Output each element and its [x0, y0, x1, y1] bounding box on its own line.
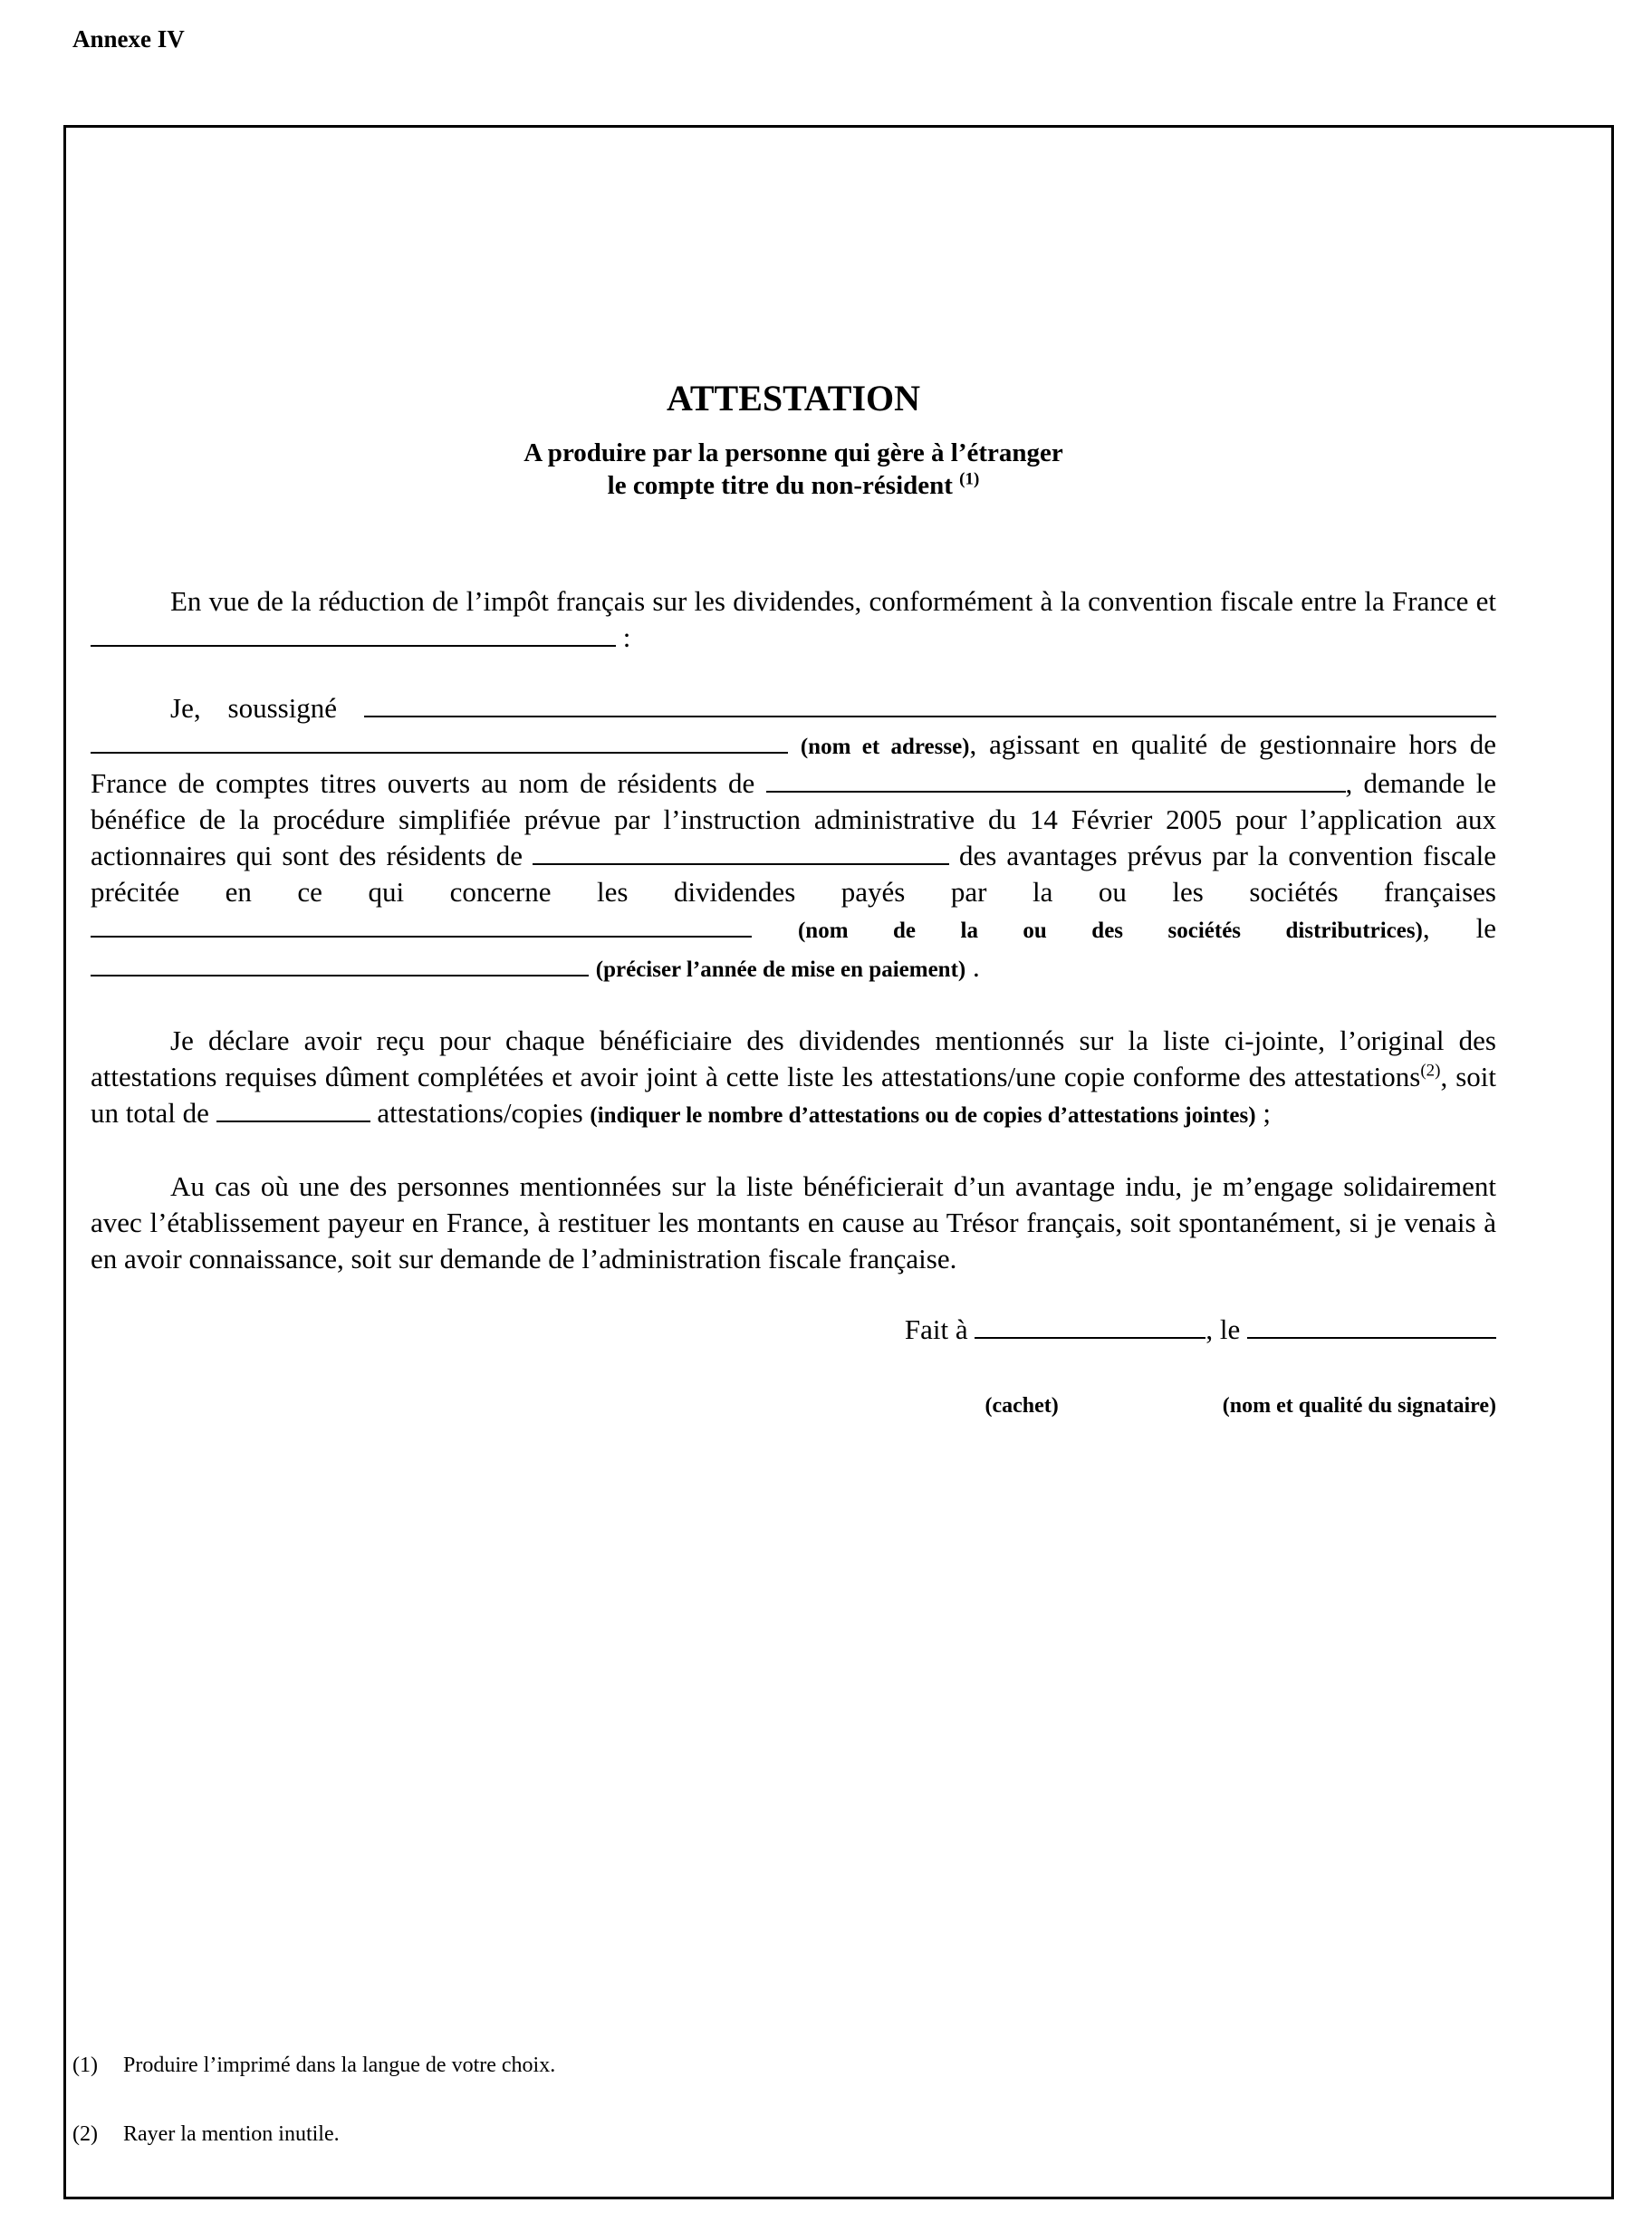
intro-text: En vue de la réduction de l’impôt français sur les dividendes, conformément à la convention fiscale entre la France et: [170, 585, 1496, 617]
signature-row: [91, 1312, 1496, 1348]
cachet-label: (cachet): [984, 1394, 1059, 1418]
companies-hint: (nom de la ou des sociétés distributrices): [797, 919, 1423, 943]
footnote-2: [72, 2121, 555, 2148]
declarant-text-5: , le: [1422, 912, 1496, 944]
declaration-text-2: , soit un total de: [91, 1061, 1496, 1129]
name-address-blank-1[interactable]: [364, 697, 1496, 717]
document-title: ATTESTATION: [666, 378, 921, 418]
declarant-text-3: , demande le bénéfice de la procédure simplifiée prévue par l’instruction administrative du 14 Février 2005 pour l’application aux actionnaires qui sont des résidents de: [91, 767, 1496, 871]
annex-label: Annexe IV: [72, 25, 185, 53]
footnote-ref-1: (1): [959, 469, 980, 489]
footnote-1: [72, 2052, 555, 2079]
paragraph-declarant: [91, 690, 1496, 988]
paragraph-commitment: [91, 1169, 1496, 1277]
attestation-count-hint: (indiquer le nombre d’attestations ou de copies d’attestations jointes): [590, 1103, 1256, 1128]
payment-year-blank[interactable]: [91, 957, 589, 976]
paragraph-declaration: [91, 1023, 1496, 1134]
declarant-text-6: .: [972, 951, 980, 983]
declaration-text-1: Je déclare avoir reçu pour chaque bénéficiaire des dividendes mentionnés sur la liste ci-jointe, l’original des attestations requises dûment complétées et avoir joint à cette liste les attestations/une copie conforme des attestations: [91, 1024, 1496, 1092]
signatory-label: (nom et qualité du signataire): [1222, 1394, 1496, 1418]
country-blank[interactable]: [91, 627, 616, 647]
footnote-number: (1): [72, 2054, 98, 2077]
footnotes: [72, 2052, 555, 2189]
name-address-hint: (nom et adresse): [800, 735, 970, 759]
paragraph-intro: [91, 583, 1496, 656]
name-address-blank-2[interactable]: [91, 734, 788, 754]
footnote-text: Produire l’imprimé dans la langue de votre choix.: [123, 2054, 556, 2077]
date-blank[interactable]: [1247, 1319, 1496, 1339]
le-label: , le: [1205, 1313, 1241, 1345]
fait-a-label: Fait à: [904, 1313, 968, 1345]
declaration-text-4: ;: [1263, 1097, 1271, 1129]
footnote-number: (2): [72, 2122, 98, 2146]
residents-country-blank[interactable]: [766, 773, 1346, 793]
subtitle-line-1: A produire par la personne qui gère à l’étranger: [523, 438, 1063, 467]
subtitle-line-2: [91, 469, 1496, 502]
declarant-text-4: des avantages prévus par la convention fiscale précitée en ce qui concerne les dividendes payés par la ou les sociétés françaises: [91, 840, 1496, 908]
shareholders-country-blank[interactable]: [533, 845, 949, 865]
attestation-count-blank[interactable]: [216, 1102, 370, 1122]
subtitle-line-2-text: le compte titre du non-résident: [607, 471, 953, 500]
companies-blank[interactable]: [91, 918, 752, 938]
footnote-ref-2: (2): [1420, 1061, 1441, 1081]
commitment-text: Au cas où une des personnes mentionnées sur la liste bénéficierait d’un avantage indu, je m’engage solidairement avec l’établissement payeur en France, à restituer les montants en cause au Trésor français, soit spontanément, si je venais à en avoir connaissance, soit sur demande de l’administration fiscale française.: [91, 1170, 1496, 1275]
attestation-content: [91, 263, 1496, 1424]
document-subtitle: [91, 437, 1496, 502]
footnote-text: Rayer la mention inutile.: [123, 2122, 340, 2146]
place-blank[interactable]: [975, 1319, 1205, 1339]
signature-labels: [91, 1388, 1496, 1424]
declarant-lead: Je, soussigné: [170, 692, 338, 724]
declaration-text-3: attestations/copies: [377, 1097, 583, 1129]
intro-colon: :: [622, 621, 631, 653]
declarant-text-2: , agissant en qualité de gestionnaire hors de France de comptes titres ouverts au nom de résidents de: [91, 728, 1497, 799]
payment-year-hint: (préciser l’année de mise en paiement): [595, 957, 966, 982]
